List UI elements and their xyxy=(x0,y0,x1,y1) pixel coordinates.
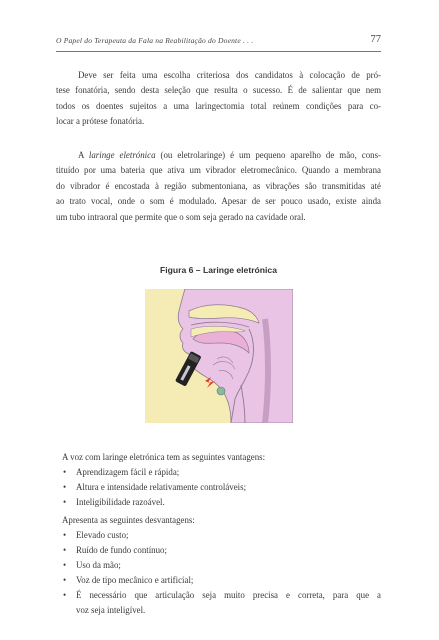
list-item: • Voz de tipo mecânico e artificial; xyxy=(62,573,381,588)
paragraph-line: Deve ser feita uma escolha criteriosa dos candidatos à colocação de pró- xyxy=(78,70,381,80)
paragraph-line: do vibrador é encostada à região submentoniana, as vibrações são transmitidas até xyxy=(56,180,381,191)
contact-point xyxy=(217,387,225,395)
list-item: • Inteligibilidade razoável. xyxy=(62,495,381,510)
paragraph-line: tese fonatória, sendo desta seleção que resulta o sucesso. É de salientar que nem xyxy=(56,85,381,96)
list-item: • Elevado custo; xyxy=(62,528,381,543)
list-item xyxy=(62,588,381,618)
spine xyxy=(265,319,268,423)
paragraph-selection xyxy=(56,68,381,130)
advantages-list xyxy=(62,465,381,510)
running-head: O Papel do Terapeuta da Fala na Reabilitação do Doente . . . xyxy=(56,36,254,45)
paragraph-line: um tubo intraoral que permite que o som seja gerado na cavidade oral. xyxy=(56,211,306,222)
paragraph-line: locar a prótese fonatória. xyxy=(56,116,145,127)
paragraph-text: (ou eletrolaringe) é um pequeno aparelho de mão, cons- xyxy=(155,150,381,160)
list-item: • Aprendizagem fácil e rápida; xyxy=(62,465,381,480)
list-item: • Uso da mão; xyxy=(62,558,381,573)
list-item-line: voz seja inteligível. xyxy=(76,605,146,615)
disadvantages-list xyxy=(62,528,381,618)
paragraph-line: todos os doentes sujeitos a uma laringectomia total reúnem condições para co- xyxy=(56,100,381,111)
paragraph-electrolarynx xyxy=(56,148,381,225)
term-laringe-eletronica: laringe eletrónica xyxy=(88,150,156,160)
paragraph-line: tituído por uma bateria que ativa um vibrador eletromecânico. Quando a membrana xyxy=(56,165,381,176)
header-rule xyxy=(56,51,381,52)
page-header xyxy=(56,36,381,50)
paragraph-line: ao trato vocal, onde o som é modulado. Apesar de ser pouco usado, existe ainda xyxy=(56,196,381,207)
list-item-line: • É necessário que articulação seja muito precisa e correta, para que a xyxy=(76,590,381,600)
disadvantages-intro: Apresenta as seguintes desvantagens: xyxy=(62,515,195,525)
page-number: 77 xyxy=(370,34,381,45)
paragraph-text: A xyxy=(78,150,89,160)
figure-caption: Figura 6 – Laringe eletrónica xyxy=(159,265,277,275)
list-item: • Ruído de fundo contínuo; xyxy=(62,543,381,558)
paragraph-line xyxy=(56,148,381,163)
electrolarynx-illustration xyxy=(145,289,293,423)
advantages-intro: A voz com laringe eletrónica tem as seguintes vantagens: xyxy=(62,452,266,462)
list-item: • Altura e intensidade relativamente controláveis; xyxy=(62,480,381,495)
